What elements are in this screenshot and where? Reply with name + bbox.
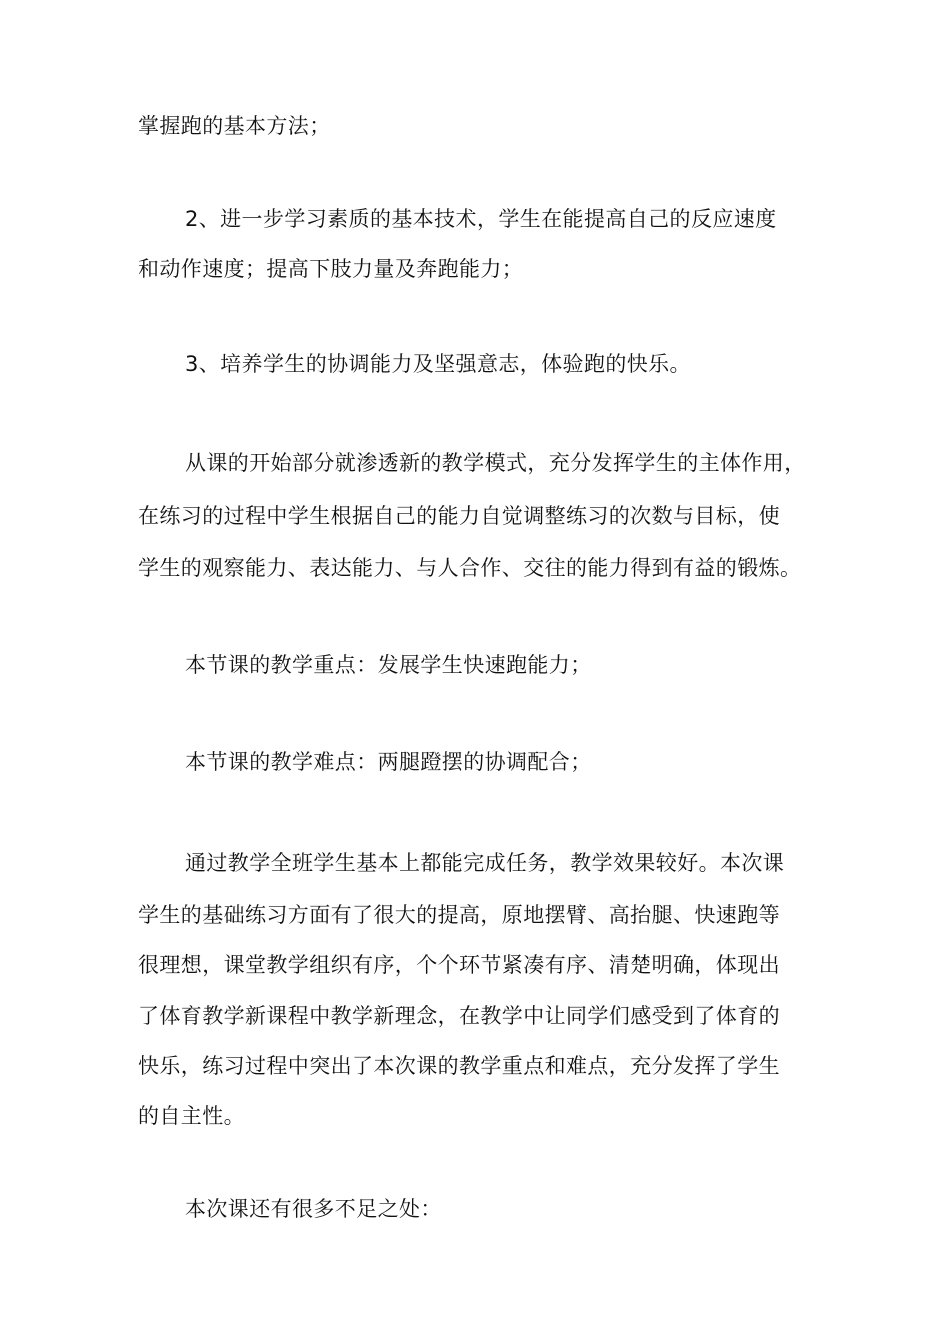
text-line: 本节课的教学重点：发展学生快速跑能力； xyxy=(185,653,592,677)
text-line: 学生的观察能力、表达能力、与人合作、交往的能力得到有益的锻炼。 xyxy=(138,556,802,580)
text-line: 2、进一步学习素质的基本技术，学生在能提高自己的反应速度 xyxy=(185,207,777,231)
text-line: 的自主性。 xyxy=(138,1104,245,1128)
text-line: 本次课还有很多不足之处： xyxy=(185,1197,442,1221)
text-line: 和动作速度；提高下肢力量及奔跑能力； xyxy=(138,257,524,281)
text-line: 从课的开始部分就渗透新的教学模式，充分发挥学生的主体作用， xyxy=(185,451,806,475)
text-line: 很理想，课堂教学组织有序，个个环节紧凑有序、清楚明确，体现出 xyxy=(138,953,780,977)
text-line: 在练习的过程中学生根据自己的能力自觉调整练习的次数与目标，使 xyxy=(138,504,780,528)
text-line: 学生的基础练习方面有了很大的提高，原地摆臂、高抬腿、快速跑等 xyxy=(138,903,780,927)
text-line: 本节课的教学难点：两腿蹬摆的协调配合； xyxy=(185,750,592,774)
text-line: 通过教学全班学生基本上都能完成任务，教学效果较好。本次课 xyxy=(185,851,785,875)
text-line: 了体育教学新课程中教学新理念，在教学中让同学们感受到了体育的 xyxy=(138,1004,780,1028)
text-line: 3、培养学生的协调能力及坚强意志，体验跑的快乐。 xyxy=(185,352,691,376)
text-line: 快乐，练习过程中突出了本次课的教学重点和难点，充分发挥了学生 xyxy=(138,1054,780,1078)
text-line: 掌握跑的基本方法； xyxy=(138,114,331,138)
